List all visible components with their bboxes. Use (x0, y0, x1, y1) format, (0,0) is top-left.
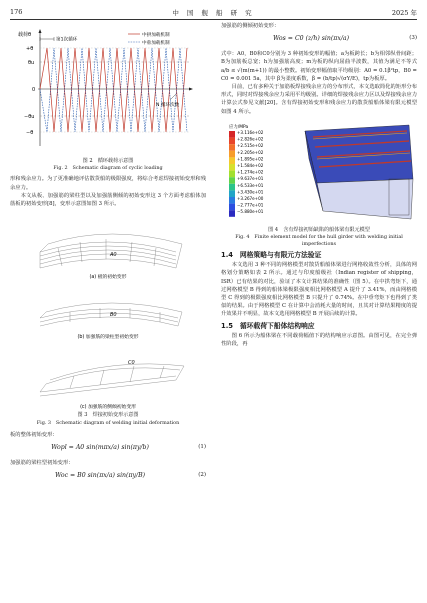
fig4-legend-swatch (229, 131, 235, 138)
fig3b-amp-label: B0 (110, 312, 117, 319)
equation-3-number: (3) (409, 35, 417, 42)
fig3c-amp-label: C0 (128, 360, 135, 367)
fig4-caption-cn: 图 4 含有焊接初始缺陷的船体梁有限元模型 (268, 226, 370, 233)
right-paragraph-2: 目前，已有多种关于加筋板焊接残余应力的分布形式，本文选取简化的矩形分布形式，同时对焊接残余应力采用平均级别。详细的焊接残余应力区以及焊接残余应力计算公式参见文献[20]。含有焊接初始变形和残余应力的散货船船体梁有限元模型如图 4 所示。 (221, 84, 417, 115)
section-1-4-paragraph: 本文选用 3 种不同的网格模型对散货船船体梁进行网格收敛性分析，具体的网格划分策略如表 2 所示。通过与印度船级社（Indian register of shipping，ISR）已有结果的对比，验证了本文计算结果的准确性（图 5）。在中拱弯矩下，通过网格模型 B 得到的船体梁极限强度相比网格模型 A 提升了 3.41%，而由网格模型 C 得到的极限强度相比网格模型 B 只提升了 0.74%。在中垂弯矩下也得到了类似的结果。由于网格模型 C 在计算中会消耗大量的时间，且其对计算结果精度的提升效果并不明显，故本文选用网格模型 B 开展后续的计算。 (221, 262, 417, 318)
fig2-theta-u: θu (28, 60, 35, 66)
fig3a-amp-label: A0 (110, 252, 117, 259)
equation-2 (10, 467, 206, 487)
fig4-legend-swatch (229, 137, 235, 144)
fig4-legend-swatch (229, 190, 235, 197)
fig4-legend-swatch (229, 210, 235, 217)
fig4-legend-value: +1.274e+02 (237, 169, 264, 175)
fig2-caption-en: Fig. 2 Schematic diagram of cyclic loading (53, 165, 163, 172)
eq3-intro: 加强筋的侧倾初始变形： (221, 23, 280, 29)
fig4-caption-en-1: Fig. 4 Finite element model for the hull girder with welding initial (235, 234, 403, 241)
equation-2-number: (2) (198, 472, 206, 479)
fig3a-plate-deformation (10, 210, 206, 282)
fig2-legend-sagging: 中垂加载机制 (142, 41, 170, 46)
fig2-ylabel: 载荷θ (18, 32, 32, 38)
equation-1-number: (1) (198, 443, 206, 450)
fig4-legend-value: +2.205e+02 (237, 149, 264, 155)
fig4-legend-swatch (229, 157, 235, 164)
eq2-intro: 加强筋的梁柱型初始变形： (10, 459, 74, 466)
fig2-first-cycle: 第1次循环 (56, 37, 78, 43)
eq1-intro: 板的整体初始变形： (10, 431, 58, 438)
fig4-legend-swatch (229, 184, 235, 191)
section-1-5-title: 1.5 循环载荷下船体结构响应 (221, 321, 315, 330)
section-1-4-title: 1.4 网格策略与有限元方法验证 (221, 251, 322, 260)
equation-1 (10, 439, 206, 459)
journal-title: 中 国 舰 船 研 究 (172, 9, 255, 17)
fig2-legend-hogging: 中拱加载机制 (142, 33, 170, 38)
fig4-legend-value: +2.515e+02 (237, 143, 264, 149)
left-column (10, 22, 206, 487)
equation-3-body: Wos = C0 (z/h) sin(πx/a) (272, 35, 350, 43)
fig2-theta-plus: +θ (26, 46, 34, 52)
left-paragraph-1: 形和残余应力。为了更准确地评估散货船的极限强度，将综合考虑焊接初始变形和残余应力。 (10, 176, 206, 191)
fig4-legend-value: −5.880e+01 (237, 209, 264, 215)
right-column (221, 22, 417, 348)
fig3a-subcaption: (a) 板的初始变形 (89, 275, 127, 281)
fig4-legend-swatch (229, 203, 235, 210)
fig3-caption-cn: 图 3 焊接初始变形示意图 (77, 412, 139, 419)
fig3b-stiffener-column (10, 282, 206, 342)
fig4-legend-value: +2.826e+02 (237, 136, 264, 142)
fig4-legend-title: 应力/MPa (229, 124, 249, 130)
header-rule (10, 19, 417, 20)
fig4-legend-swatch (229, 144, 235, 151)
fig4-legend-swatch (229, 164, 235, 171)
fig2-theta-minus: −θ (26, 130, 34, 136)
fig2-theta-neg-u: −θu (24, 114, 35, 120)
fig2-cyclic-loading-diagram (10, 22, 206, 158)
fig4-legend-value: +9.637e+01 (237, 176, 264, 182)
fig2-zero: 0 (32, 87, 36, 93)
fig4-legend-swatch (229, 170, 235, 177)
page-number: 176 (10, 8, 23, 16)
fig4-legend-swatch (229, 197, 235, 204)
equation-1-body: Wopl = A0 sin(mπx/a) sin(πy/b) (51, 443, 149, 451)
journal-year: 2025 年 (391, 9, 417, 17)
fig3c-stiffener-tripping (10, 342, 206, 412)
fig4-legend-value: −2.777e+01 (237, 202, 264, 208)
fig4-legend-value: +1.895e+02 (237, 156, 264, 162)
equation-3 (221, 30, 417, 50)
fig4-colorbar (229, 130, 264, 217)
fig3c-subcaption: (c) 加强筋的侧倾初始变形 (80, 405, 136, 411)
fig4-legend-value: +3.430e+01 (237, 189, 264, 195)
fig4-legend-value: +3.116e+02 (237, 129, 264, 135)
fig2-n-cycles: N 循环次数 (156, 103, 180, 108)
fig3-caption-en: Fig. 3 Schematic diagram of welding initial deformation (36, 419, 180, 426)
fig3b-subcaption: (b) 加强筋的梁柱型初始变形 (77, 335, 139, 341)
right-paragraph-1: 式中：A0，B0和C0分别为 3 种初始变形的幅值；a为板跨长；b为相邻纵骨间距；B为加筋板总宽；h为加强筋高度；m为板的纵向屈曲半波数，其值为满足不等式 a/b ≤ √(m(m+1)) 的最小整数。初始变形幅值取平均级别：A0 = 0.1β²tp，B0 = C0 = 0.001 5a，其中 β为柔度系数，β = (b/tp)√(σY/E)，tp为板厚。 (221, 51, 417, 82)
fig3-welding-deformation (10, 210, 206, 412)
fig4-legend-value: +3.267e+00 (237, 195, 264, 201)
section-1-5-paragraph: 图 6 所示为船体梁在不同载荷幅值下的结构响应示意图。由图可见，在完全弹性阶段，再 (221, 332, 417, 347)
fig4-legend-swatch (229, 151, 235, 158)
fig4-caption-en-2: imperfections (301, 241, 337, 248)
fig4-legend-swatch (229, 177, 235, 184)
equation-2-body: Woc = B0 sin(πx/a) sin(πy/B) (54, 472, 146, 480)
fig4-legend-value: +6.533e+01 (237, 182, 264, 188)
fig4-fe-model (221, 119, 417, 227)
fig4-legend-value: +1.584e+02 (237, 162, 264, 168)
left-paragraph-2: 本文从板、加强筋的梁柱型以及加强筋侧倾的初始变形这 3 个方面考虑船体加筋板的初始变形[8]，变形示意图如图 3 所示。 (10, 192, 206, 208)
fig2-caption-cn: 图 2 循环载荷示意图 (82, 158, 134, 164)
